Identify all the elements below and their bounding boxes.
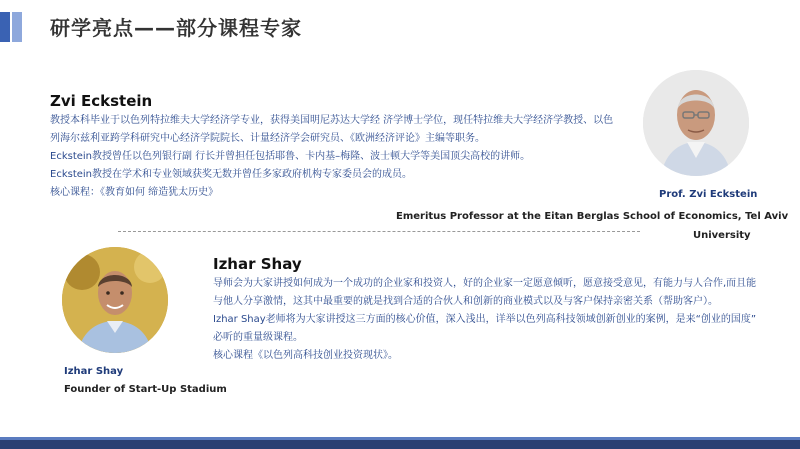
expert2-core-course: 核心课程《以色列高科技创业投资现状》。 (213, 350, 398, 361)
expert1-bio-line: Eckstein教授在学术和专业领域获奖无数并曾任多家政府机构专家委员会的成员。 (50, 169, 413, 180)
expert1-bio-line: 列海尔兹利亚跨学科研究中心经济学院院长、计量经济学会研究员、《欧洲经济评论》主编等职务。 (50, 133, 485, 144)
expert2-name: Izhar Shay (213, 255, 302, 273)
header-accent-bar-light (12, 12, 22, 42)
expert2-caption-name: Izhar Shay (64, 366, 124, 377)
portrait-icon (62, 247, 168, 353)
expert1-name: Zvi Eckstein (50, 92, 153, 110)
portrait-icon (643, 70, 749, 176)
footer-bar (0, 440, 800, 449)
expert1-caption: Prof. Zvi Eckstein (659, 189, 758, 200)
page-title: 研学亮点——部分课程专家 (50, 16, 302, 40)
expert1-title-line1: Emeritus Professor at the Eitan Berglas School of Economics, Tel Aviv (396, 211, 789, 222)
expert1-bio-line: Eckstein教授曾任以色列银行副 行长并曾担任包括耶鲁、卡内基–梅隆、波士顿大学等美国顶尖高校的讲师。 (50, 151, 531, 162)
expert2-bio-line: 必听的重量级课程。 (213, 332, 303, 343)
expert1-photo (643, 70, 749, 176)
expert2-bio-line: 与他人分享激情，这其中最重要的就是找到合适的合伙人和创新的商业模式以及与客户保持亲密关系（帮助客户）。 (213, 296, 718, 307)
expert1-title-line2: University (693, 230, 751, 241)
expert2-bio-line: 导师会为大家讲授如何成为一个成功的企业家和投资人，好的企业家一定愿意倾听，愿意接受意见，有能力与人合作,而且能 (213, 278, 757, 289)
expert1-bio-line: 教授本科毕业于以色列特拉维夫大学经济学专业，获得美国明尼苏达大学经 济学博士学位，现任特拉维夫大学经济学教授、以色 (50, 115, 614, 126)
expert2-bio-line: Izhar Shay老师将为大家讲授这三方面的核心价值，深入浅出，详举以色列高科技领域创新创业的案例，是来“创业的国度” (213, 314, 757, 325)
expert1-core-course: 核心课程：《教育如何 缔造犹太历史》 (50, 187, 219, 198)
section-divider (118, 231, 640, 232)
expert2-photo (62, 247, 168, 353)
expert2-caption-title: Founder of Start-Up Stadium (64, 384, 227, 395)
header-accent-bar (0, 12, 10, 42)
